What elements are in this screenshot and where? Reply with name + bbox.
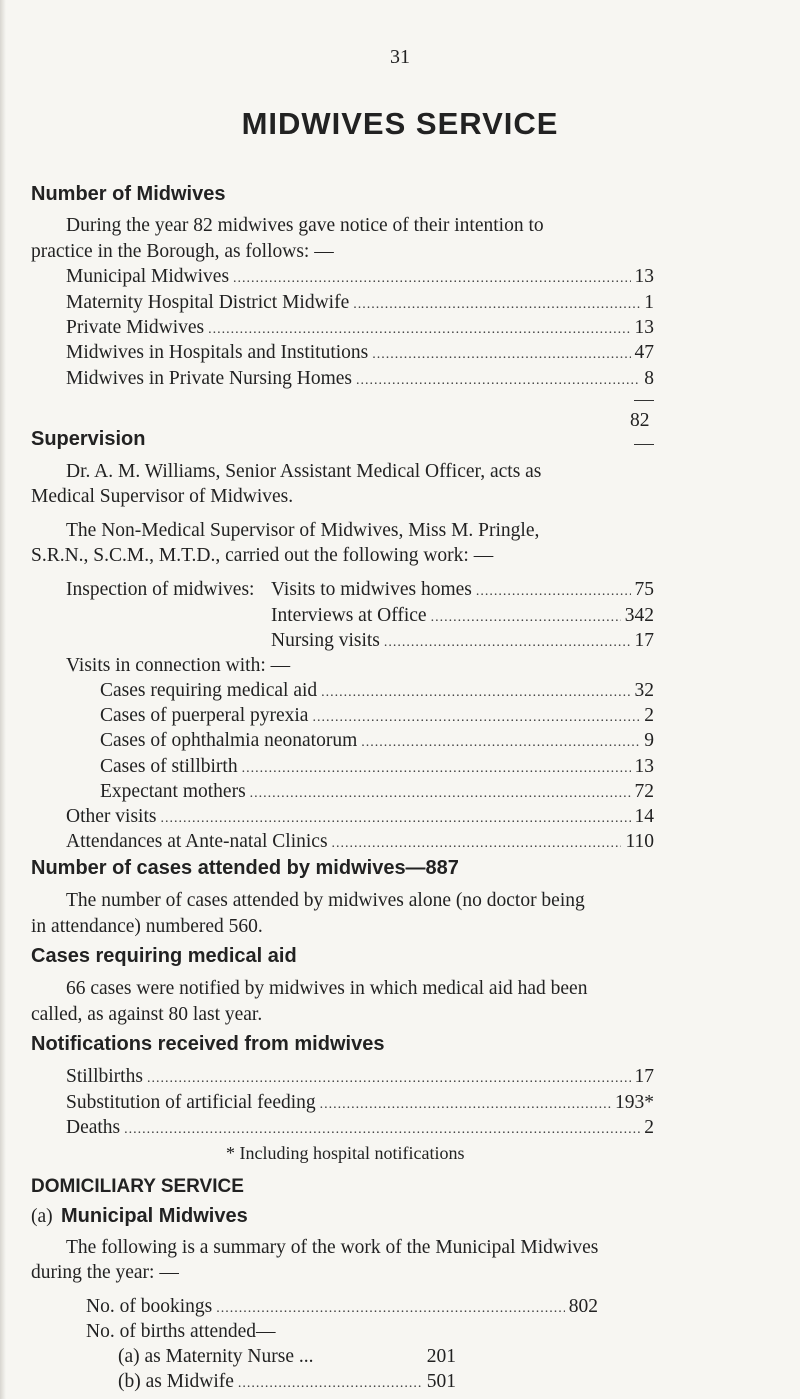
paragraph-line: during the year: — — [31, 1262, 179, 1283]
visit-row: Expectant mothers ..... 72 — [100, 781, 654, 803]
visits-subheading: Visits in connection with: — — [66, 655, 291, 676]
midwife-count-row: Maternity Hospital District Midwife ..... 1 — [66, 292, 654, 314]
paragraph-line: The Non-Medical Supervisor of Midwives, Miss M. Pringle, — [66, 520, 540, 541]
midwife-count-row: Municipal Midwives ..... 13 — [66, 266, 654, 288]
section-heading-notifications: Notifications received from midwives — [31, 1033, 385, 1055]
births-row: (a) as Maternity Nurse ... 201 — [118, 1346, 456, 1367]
subsection-prefix: (a) — [31, 1206, 53, 1227]
paragraph-line: in attendance) numbered 560. — [31, 916, 263, 937]
midwife-total: 82 — [630, 410, 650, 431]
footnote: * Including hospital notifications — [226, 1143, 465, 1163]
paragraph-line: practice in the Borough, as follows: — — [31, 241, 334, 262]
other-row: Attendances at Ante-natal Clinics ..... 110 — [66, 831, 654, 853]
other-row: Other visits ..... 14 — [66, 806, 654, 828]
section-heading-number-of-midwives: Number of Midwives — [31, 183, 226, 205]
page-title: MIDWIVES SERVICE — [241, 106, 559, 141]
page-number: 31 — [390, 46, 410, 68]
inspection-row: Visits to midwives homes ..... 75 — [271, 579, 654, 601]
total-rule — [634, 400, 654, 401]
midwife-count-row: Private Midwives ..... 13 — [66, 317, 654, 339]
inspection-prefix: Inspection of midwives: — [66, 579, 255, 600]
visit-row: Cases of stillbirth ..... 13 — [100, 756, 654, 778]
paragraph-line: called, as against 80 last year. — [31, 1004, 263, 1025]
section-heading-cases-attended: Number of cases attended by midwives—887 — [31, 857, 459, 879]
paragraph-line: The following is a summary of the work of the Municipal Midwives — [66, 1237, 599, 1258]
paragraph-line: 66 cases were notified by midwives in which medical aid had been — [66, 978, 588, 999]
midwife-count-row: Midwives in Private Nursing Homes ..... 8 — [66, 368, 654, 390]
inspection-row: Nursing visits ..... 17 — [271, 630, 654, 652]
subsection-heading-municipal-midwives: Municipal Midwives — [61, 1205, 248, 1227]
births-subheading: No. of births attended— — [86, 1321, 276, 1342]
bookings-row: No. of bookings ..... 802 — [86, 1296, 598, 1318]
paragraph-line: During the year 82 midwives gave notice of their intention to — [66, 215, 544, 236]
visit-row: Cases of ophthalmia neonatorum ..... 9 — [100, 730, 654, 752]
notification-row: Substitution of artificial feeding ..... 193* — [66, 1092, 654, 1114]
births-row: (b) as Midwife ..... 501 — [118, 1371, 456, 1397]
section-heading-domiciliary: DOMICILIARY SERVICE — [31, 1176, 244, 1197]
paragraph-line: Medical Supervisor of Midwives. — [31, 486, 294, 507]
paragraph-line: The number of cases attended by midwives alone (no doctor being — [66, 890, 585, 911]
visit-row: Cases requiring medical aid ..... 32 — [100, 680, 654, 702]
notification-row: Deaths ..... 2 — [66, 1117, 654, 1139]
visit-row: Cases of puerperal pyrexia ..... 2 — [100, 705, 654, 727]
total-rule — [634, 444, 654, 445]
paragraph-line: Dr. A. M. Williams, Senior Assistant Medical Officer, acts as — [66, 461, 542, 482]
section-heading-medical-aid: Cases requiring medical aid — [31, 945, 297, 967]
notification-row: Stillbirths ..... 17 — [66, 1066, 654, 1088]
midwife-count-row: Midwives in Hospitals and Institutions ..... 47 — [66, 342, 654, 364]
paragraph-line: S.R.N., S.C.M., M.T.D., carried out the following work: — — [31, 545, 494, 566]
inspection-row: Interviews at Office ..... 342 — [271, 605, 654, 627]
page-edge-shadow — [0, 0, 6, 1399]
section-heading-supervision: Supervision — [31, 428, 146, 450]
